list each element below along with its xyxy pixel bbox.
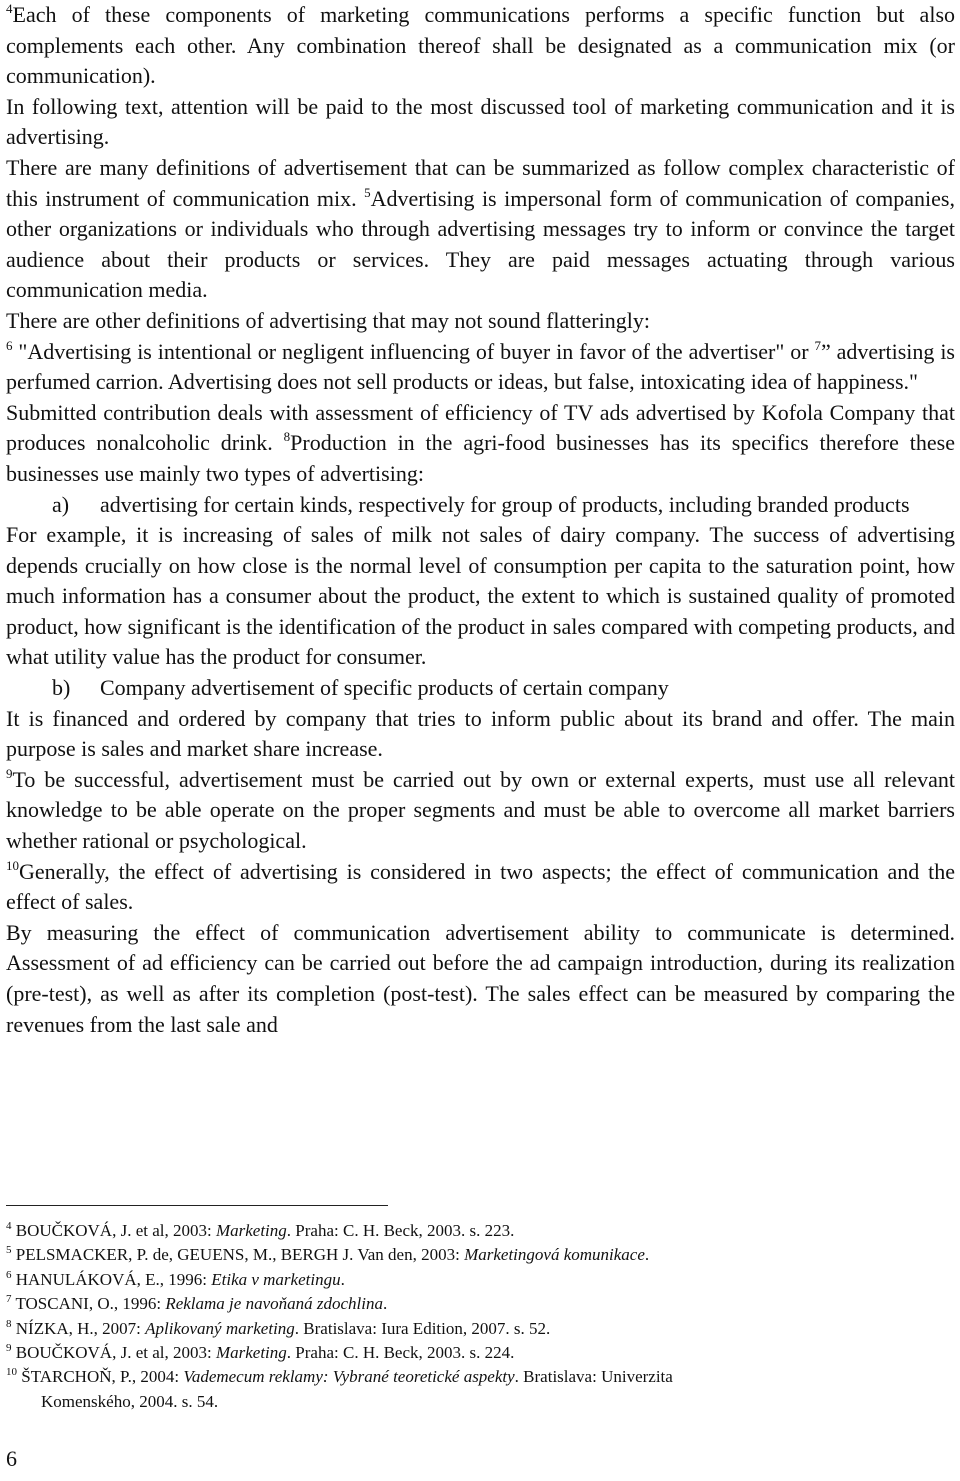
- paragraph: It is financed and ordered by company that tries to inform public about its brand and offer. The main purpose is sales and market share increase.: [6, 705, 955, 762]
- footnote-ref: 9: [6, 765, 13, 781]
- footnote-10-continuation: Komenského, 2004. s. 54.: [41, 1391, 219, 1411]
- footnote-ref: 4: [6, 1, 13, 16]
- footnote-ref: 10: [6, 857, 19, 873]
- footnote-ref: 5: [364, 184, 371, 200]
- page-number: 6: [6, 1446, 17, 1471]
- footnote-10: $^{10}$ ŠTARCHOŇ, P., 2004: Vademecum reklamy: Vybrané teoretické aspekty. Bratislava: Univerzita: [6, 1366, 673, 1387]
- paragraph: $^4$Each of these components of marketing communications performs a specific function but also complements each other. Any combination thereof shall be designated as a communication mix (or communication).: [6, 1, 955, 89]
- list-text: advertising for certain kinds, respectively for group of products, including branded products: [100, 491, 910, 517]
- paragraph: By measuring the effect of communication advertisement ability to communicate is determined. Assessment of ad efficiency can be carried out before the ad campaign introduction, during its realization (pre-test), as well as after its completion (post-test). The sales effect can be measured by comparing the revenues from the last sale and: [6, 919, 955, 1037]
- list-marker: a): [52, 491, 70, 517]
- paragraph: $^6$ "Advertising is intentional or negligent influencing of buyer in favor of the advertiser" or $^7$” advertising is perfumed carrion. Advertising does not sell products or ideas, but false, intoxicating idea of happiness.": [6, 337, 955, 395]
- footnote-separator: [6, 1205, 388, 1206]
- paragraph: Submitted contribution deals with assessment of efficiency of TV ads advertised by Kofola Company that produces nonalcoholic drink. $^8$Production in the agri-food businesses has its specifics therefore these businesses use mainly two types of advertising:: [6, 399, 956, 486]
- footnote-7: $^7$ TOSCANI, O., 1996: Reklama je navoňaná zdochlina.: [6, 1293, 388, 1314]
- footnote-9: $^9$ BOUČKOVÁ, J. et al, 2003: Marketing. Praha: C. H. Beck, 2003. s. 224.: [6, 1342, 515, 1363]
- paragraph: In following text, attention will be paid to the most discussed tool of marketing communication and it is advertising.: [6, 93, 955, 150]
- footnote-ref: 8: [283, 429, 291, 445]
- list-item-a: [6, 490, 955, 521]
- paragraph: There are many definitions of advertisement that can be summarized as follow complex characteristic of this instrument of communication mix. $^5$Advertising is impersonal form of communication of companies, other organizations or individuals who through advertising messages try to inform or convince the target audience about their products or services. They are paid messages actuating through various communication media.: [6, 154, 955, 303]
- paragraph: $^{10}$Generally, the effect of advertising is considered in two aspects; the effect of communication and the effect of sales.: [6, 857, 955, 915]
- paragraph: For example, it is increasing of sales of milk not sales of dairy company. The success of advertising depends crucially on how close is the normal level of consumption per capita to the saturation point, how much information has a consumer about the product, the extent to which is sustained quality of promoted product, how significant is the identification of the product in sales compared with competing products, and what utility value has the product for consumer.: [6, 522, 955, 670]
- paragraph: $^9$To be successful, advertisement must be carried out by own or external experts, must use all relevant knowledge to be able operate on the proper segments and must be able to overcome all market barriers whether rational or psychological.: [6, 765, 955, 854]
- footnote-6: $^6$ HANULÁKOVÁ, E., 1996: Etika v marketingu.: [6, 1268, 345, 1289]
- list-marker: b): [52, 675, 71, 701]
- footnote-ref: 7: [814, 337, 821, 353]
- list-item-b: [6, 673, 955, 704]
- footnote-8: $^8$ NÍZKA, H., 2007: Aplikovaný marketing. Bratislava: Iura Edition, 2007. s. 52.: [6, 1317, 551, 1338]
- paragraph: There are other definitions of advertising that may not sound flatteringly:: [6, 307, 650, 333]
- main-text: [6, 0, 955, 1040]
- footnote-ref: 6: [6, 337, 13, 353]
- list-text: Company advertisement of specific products of certain company: [100, 675, 669, 701]
- footnote-4: $^4$ BOUČKOVÁ, J. et al, 2003: Marketing. Praha: C. H. Beck, 2003. s. 223.: [6, 1220, 515, 1240]
- footnote-5: $^5$ PELSMACKER, P. de, GEUENS, M., BERGH J. Van den, 2003: Marketingová komunikace.: [6, 1244, 650, 1265]
- footnotes: [6, 1219, 955, 1414]
